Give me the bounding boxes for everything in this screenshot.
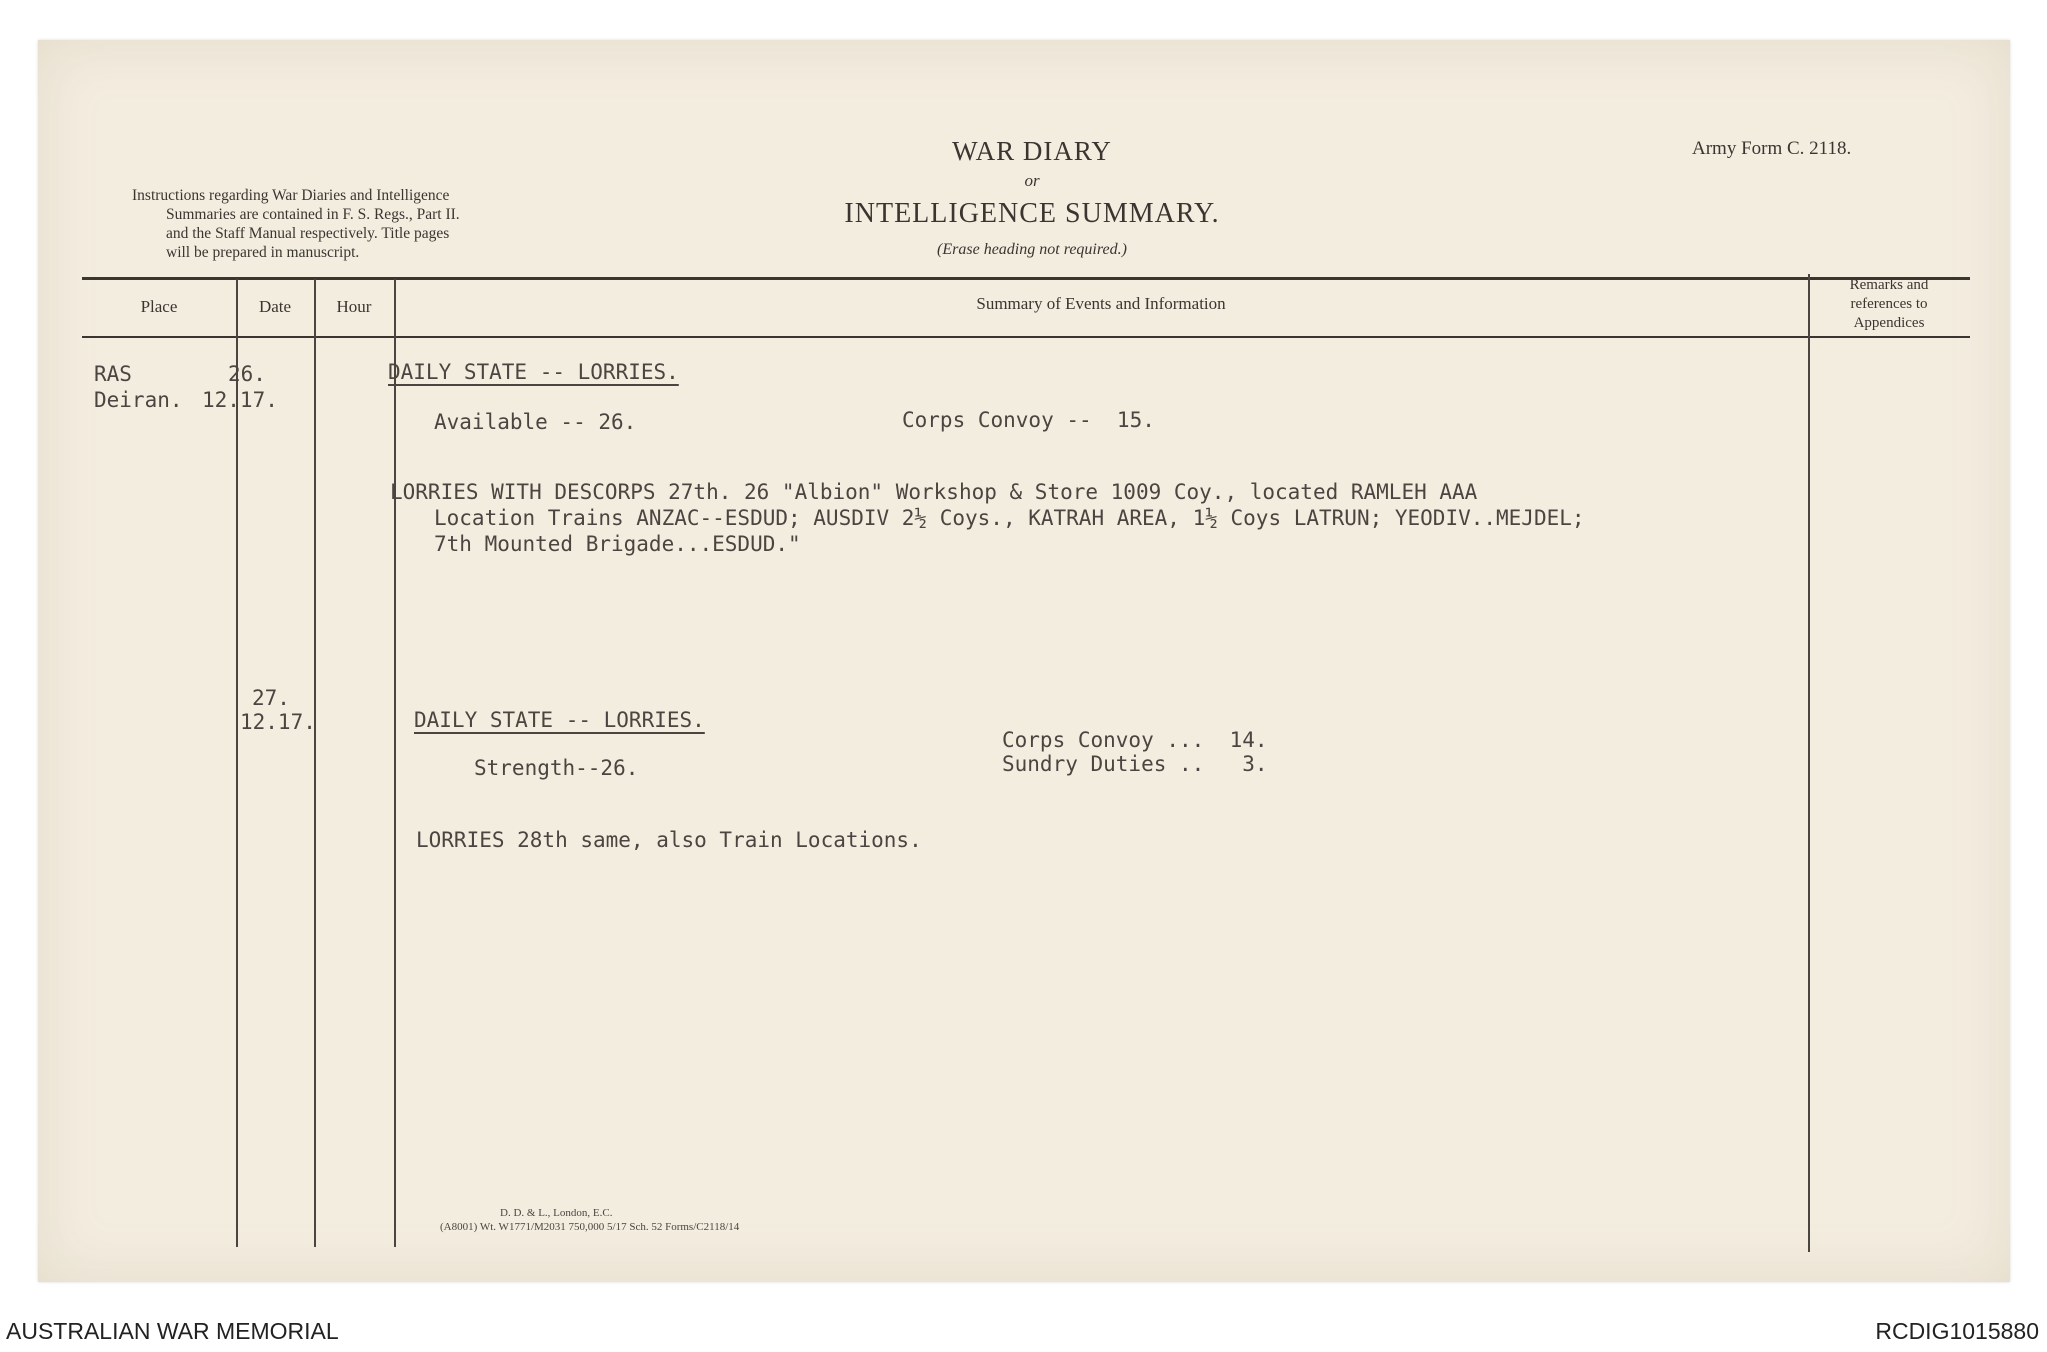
instructions-line: will be prepared in manuscript. [166, 244, 360, 261]
place-line: Deiran. [94, 388, 183, 412]
instructions-line: and the Staff Manual respectively. Title pages [166, 225, 450, 242]
entry-strength: Strength--26. [474, 756, 639, 780]
imprint-line: (A8001) Wt. W1771/M2031 750,000 5/17 Sch. 52 Forms/C2118/14 [440, 1221, 740, 1233]
erase-note: (Erase heading not required.) [937, 241, 1127, 258]
imprint-line: D. D. & L., London, E.C. [500, 1207, 613, 1219]
entry-body-line: LORRIES 28th same, also Train Locations. [416, 828, 922, 852]
column-header-remarks [1808, 276, 1970, 333]
column-header-place: Place [140, 297, 178, 316]
page-title: WAR DIARY [952, 136, 1112, 166]
date-line: 12.17. [240, 710, 316, 734]
archive-reference: RCDIG1015880 [1875, 1318, 2039, 1344]
remarks-line: Appendices [1853, 315, 1925, 331]
entry-sundry: Sundry Duties .. 3. [1002, 752, 1268, 776]
title-or: or [1024, 171, 1040, 190]
printer-imprint [440, 1206, 739, 1234]
column-divider [1808, 274, 1810, 1252]
entry-heading: DAILY STATE -- LORRIES. [414, 708, 705, 732]
column-header-hour: Hour [336, 297, 372, 316]
place-line: RAS [94, 362, 132, 386]
remarks-line: Remarks and [1849, 277, 1929, 293]
date-line: 12.17. [202, 388, 278, 412]
column-divider [314, 279, 316, 1247]
army-form-number: Army Form C. 2118. [1692, 138, 1852, 159]
column-divider [394, 279, 396, 1247]
instructions-line: Instructions regarding War Diaries and Intelligence [132, 187, 450, 204]
column-header-summary: Summary of Events and Information [976, 294, 1226, 313]
entry-body-line: 7th Mounted Brigade...ESDUD." [434, 532, 801, 556]
date-line: 26. [228, 362, 266, 386]
column-divider [236, 279, 238, 1247]
entry-body-line: LORRIES WITH DESCORPS 27th. 26 "Albion" Workshop & Store 1009 Coy., located RAMLEH AAA [390, 480, 1478, 504]
page-subtitle: INTELLIGENCE SUMMARY. [844, 198, 1220, 229]
entry-convoy: Corps Convoy ... 14. [1002, 728, 1268, 752]
table-header-rule [82, 336, 1970, 338]
entry-convoy: Corps Convoy -- 15. [902, 408, 1155, 432]
instructions-line: Summaries are contained in F. S. Regs., Part II. [166, 206, 460, 223]
entry-heading: DAILY STATE -- LORRIES. [388, 360, 679, 384]
table-top-rule [82, 277, 1970, 280]
remarks-line: references to [1850, 296, 1928, 312]
date-line: 27. [252, 686, 290, 710]
column-header-date: Date [258, 297, 292, 316]
entry-body-line: Location Trains ANZAC--ESDUD; AUSDIV 2½ Coys., KATRAH AREA, 1½ Coys LATRUN; YEODIV..MEJDEL; [434, 506, 1585, 530]
instructions-block [132, 186, 460, 262]
entry-available: Available -- 26. [434, 410, 637, 434]
archive-caption: AUSTRALIAN WAR MEMORIAL [6, 1318, 339, 1344]
